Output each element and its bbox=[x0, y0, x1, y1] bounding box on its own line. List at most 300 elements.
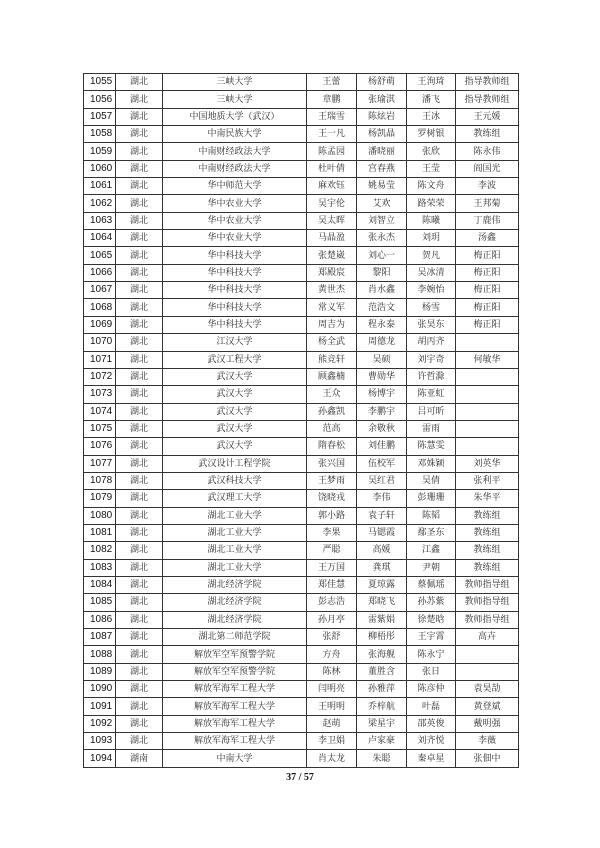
advisor-cell bbox=[456, 663, 519, 680]
table-row bbox=[84, 629, 519, 646]
table-row bbox=[84, 542, 519, 559]
member2-cell: 袁子轩 bbox=[357, 507, 407, 524]
member3-cell: 雷雨 bbox=[407, 420, 456, 437]
member2-cell: 杨凯晶 bbox=[357, 126, 407, 143]
table-row bbox=[84, 698, 519, 715]
province-cell: 湖北 bbox=[116, 715, 163, 732]
province-cell: 湖北 bbox=[116, 264, 163, 281]
member1-cell: 孙月亭 bbox=[307, 611, 357, 628]
member1-cell: 王一凡 bbox=[307, 126, 357, 143]
school-cell: 解放军海军工程大学 bbox=[163, 715, 307, 732]
member3-cell: 彭珊珊 bbox=[407, 490, 456, 507]
advisor-cell: 李薇 bbox=[456, 733, 519, 750]
advisor-cell: 梅正阳 bbox=[456, 264, 519, 281]
member3-cell: 许哲滁 bbox=[407, 368, 456, 385]
member2-cell: 范浩文 bbox=[357, 299, 407, 316]
school-cell: 武汉设计工程学院 bbox=[163, 455, 307, 472]
member2-cell: 艾欢 bbox=[357, 195, 407, 212]
table-row bbox=[84, 91, 519, 108]
member1-cell: 张兴国 bbox=[307, 455, 357, 472]
roster-table bbox=[83, 73, 519, 768]
member2-cell: 刘心一 bbox=[357, 247, 407, 264]
member3-cell: 吴冰清 bbox=[407, 264, 456, 281]
school-cell: 三峡大学 bbox=[163, 91, 307, 108]
member3-cell: 尹朝 bbox=[407, 559, 456, 576]
advisor-cell bbox=[456, 403, 519, 420]
school-cell: 三峡大学 bbox=[163, 74, 307, 91]
team-number-cell: 1066 bbox=[84, 264, 116, 281]
team-number-cell: 1057 bbox=[84, 108, 116, 125]
member3-cell: 叶磊 bbox=[407, 698, 456, 715]
team-number-cell: 1064 bbox=[84, 230, 116, 247]
table-row bbox=[84, 438, 519, 455]
member2-cell: 郑晓飞 bbox=[357, 594, 407, 611]
province-cell: 湖北 bbox=[116, 178, 163, 195]
team-number-cell: 1072 bbox=[84, 368, 116, 385]
member3-cell: 陈彦仲 bbox=[407, 681, 456, 698]
advisor-cell: 教练组 bbox=[456, 524, 519, 541]
table-row bbox=[84, 681, 519, 698]
table-row bbox=[84, 715, 519, 732]
school-cell: 武汉大学 bbox=[163, 368, 307, 385]
province-cell: 湖北 bbox=[116, 490, 163, 507]
member3-cell: 王洵琦 bbox=[407, 74, 456, 91]
province-cell: 湖北 bbox=[116, 247, 163, 264]
advisor-cell: 阎国光 bbox=[456, 160, 519, 177]
member1-cell: 章鹏 bbox=[307, 91, 357, 108]
member1-cell: 周吉为 bbox=[307, 316, 357, 333]
member2-cell: 雷紫娟 bbox=[357, 611, 407, 628]
province-cell: 湖北 bbox=[116, 611, 163, 628]
member3-cell: 陈韬 bbox=[407, 507, 456, 524]
page-number: 37 / 57 bbox=[286, 772, 314, 783]
member1-cell: 孙鑫凯 bbox=[307, 403, 357, 420]
team-number-cell: 1061 bbox=[84, 178, 116, 195]
table-row bbox=[84, 611, 519, 628]
table-row bbox=[84, 524, 519, 541]
member2-cell: 张永杰 bbox=[357, 230, 407, 247]
member3-cell: 刘宇奇 bbox=[407, 351, 456, 368]
advisor-cell: 汤鑫 bbox=[456, 230, 519, 247]
member3-cell: 陈亚虹 bbox=[407, 386, 456, 403]
advisor-cell: 教练组 bbox=[456, 559, 519, 576]
member2-cell: 杨舒萌 bbox=[357, 74, 407, 91]
member1-cell: 陈林 bbox=[307, 663, 357, 680]
province-cell: 湖北 bbox=[116, 698, 163, 715]
team-number-cell: 1062 bbox=[84, 195, 116, 212]
province-cell: 湖北 bbox=[116, 559, 163, 576]
team-number-cell: 1081 bbox=[84, 524, 116, 541]
school-cell: 武汉大学 bbox=[163, 420, 307, 437]
member1-cell: 彭志浩 bbox=[307, 594, 357, 611]
member1-cell: 吴宇伦 bbox=[307, 195, 357, 212]
advisor-cell: 袁昊劼 bbox=[456, 681, 519, 698]
table-row bbox=[84, 733, 519, 750]
team-number-cell: 1077 bbox=[84, 455, 116, 472]
school-cell: 湖北工业大学 bbox=[163, 559, 307, 576]
school-cell: 华中科技大学 bbox=[163, 282, 307, 299]
member1-cell: 郑佳慧 bbox=[307, 576, 357, 593]
school-cell: 武汉理工大学 bbox=[163, 490, 307, 507]
province-cell: 湖北 bbox=[116, 282, 163, 299]
member2-cell: 李伟 bbox=[357, 490, 407, 507]
member3-cell: 孙苏紫 bbox=[407, 594, 456, 611]
table-row bbox=[84, 490, 519, 507]
member3-cell: 陈永宁 bbox=[407, 646, 456, 663]
school-cell: 解放军海军工程大学 bbox=[163, 698, 307, 715]
table-row bbox=[84, 212, 519, 229]
member3-cell: 李婉怡 bbox=[407, 282, 456, 299]
member3-cell: 张日 bbox=[407, 663, 456, 680]
roster-table-body bbox=[84, 74, 519, 768]
team-number-cell: 1065 bbox=[84, 247, 116, 264]
table-row bbox=[84, 663, 519, 680]
school-cell: 解放军海军工程大学 bbox=[163, 733, 307, 750]
member1-cell: 吴太晖 bbox=[307, 212, 357, 229]
province-cell: 湖北 bbox=[116, 212, 163, 229]
school-cell: 华中农业大学 bbox=[163, 212, 307, 229]
advisor-cell: 梅正阳 bbox=[456, 316, 519, 333]
province-cell: 湖北 bbox=[116, 629, 163, 646]
advisor-cell: 王邦菊 bbox=[456, 195, 519, 212]
team-number-cell: 1074 bbox=[84, 403, 116, 420]
school-cell: 武汉工程大学 bbox=[163, 351, 307, 368]
advisor-cell: 李波 bbox=[456, 178, 519, 195]
table-row bbox=[84, 559, 519, 576]
advisor-cell: 梅正阳 bbox=[456, 282, 519, 299]
member1-cell: 闫明亮 bbox=[307, 681, 357, 698]
team-number-cell: 1079 bbox=[84, 490, 116, 507]
province-cell: 湖北 bbox=[116, 733, 163, 750]
table-row bbox=[84, 230, 519, 247]
member1-cell: 张舒 bbox=[307, 629, 357, 646]
member2-cell: 龚琪 bbox=[357, 559, 407, 576]
province-cell: 湖北 bbox=[116, 594, 163, 611]
member3-cell: 鄢圣东 bbox=[407, 524, 456, 541]
advisor-cell: 教师指导组 bbox=[456, 576, 519, 593]
province-cell: 湖北 bbox=[116, 230, 163, 247]
province-cell: 湖北 bbox=[116, 195, 163, 212]
team-number-cell: 1067 bbox=[84, 282, 116, 299]
member1-cell: 顾鑫楠 bbox=[307, 368, 357, 385]
school-cell: 湖北经济学院 bbox=[163, 611, 307, 628]
province-cell: 湖北 bbox=[116, 663, 163, 680]
team-number-cell: 1078 bbox=[84, 472, 116, 489]
table-row bbox=[84, 282, 519, 299]
team-number-cell: 1094 bbox=[84, 750, 116, 767]
school-cell: 武汉大学 bbox=[163, 386, 307, 403]
member1-cell: 熊竞轩 bbox=[307, 351, 357, 368]
member3-cell: 蔡佩瑶 bbox=[407, 576, 456, 593]
team-number-cell: 1055 bbox=[84, 74, 116, 91]
school-cell: 湖北经济学院 bbox=[163, 594, 307, 611]
member1-cell: 赵萌 bbox=[307, 715, 357, 732]
advisor-cell bbox=[456, 386, 519, 403]
member2-cell: 肖水鑫 bbox=[357, 282, 407, 299]
member3-cell: 徐楚晗 bbox=[407, 611, 456, 628]
member1-cell: 范高 bbox=[307, 420, 357, 437]
table-row bbox=[84, 247, 519, 264]
table-row bbox=[84, 403, 519, 420]
member2-cell: 马锶霞 bbox=[357, 524, 407, 541]
province-cell: 湖北 bbox=[116, 681, 163, 698]
school-cell: 华中科技大学 bbox=[163, 247, 307, 264]
school-cell: 华中科技大学 bbox=[163, 299, 307, 316]
team-number-cell: 1058 bbox=[84, 126, 116, 143]
member1-cell: 李卫娟 bbox=[307, 733, 357, 750]
table-row bbox=[84, 143, 519, 160]
member3-cell: 胡丙齐 bbox=[407, 334, 456, 351]
school-cell: 湖北工业大学 bbox=[163, 542, 307, 559]
team-number-cell: 1071 bbox=[84, 351, 116, 368]
member2-cell: 姚易莹 bbox=[357, 178, 407, 195]
member1-cell: 王众 bbox=[307, 386, 357, 403]
table-row bbox=[84, 455, 519, 472]
member2-cell: 李鹏宇 bbox=[357, 403, 407, 420]
province-cell: 湖北 bbox=[116, 472, 163, 489]
school-cell: 中南财经政法大学 bbox=[163, 160, 307, 177]
member3-cell: 王冰 bbox=[407, 108, 456, 125]
table-row bbox=[84, 74, 519, 91]
member2-cell: 卢家豪 bbox=[357, 733, 407, 750]
province-cell: 湖北 bbox=[116, 160, 163, 177]
team-number-cell: 1070 bbox=[84, 334, 116, 351]
team-number-cell: 1059 bbox=[84, 143, 116, 160]
school-cell: 江汉大学 bbox=[163, 334, 307, 351]
member1-cell: 马晶盈 bbox=[307, 230, 357, 247]
team-number-cell: 1088 bbox=[84, 646, 116, 663]
advisor-cell bbox=[456, 438, 519, 455]
member2-cell: 乔梓航 bbox=[357, 698, 407, 715]
school-cell: 华中科技大学 bbox=[163, 316, 307, 333]
member1-cell: 杨全武 bbox=[307, 334, 357, 351]
member1-cell: 王瑞雪 bbox=[307, 108, 357, 125]
member2-cell: 梁星宇 bbox=[357, 715, 407, 732]
school-cell: 湖北经济学院 bbox=[163, 576, 307, 593]
team-number-cell: 1075 bbox=[84, 420, 116, 437]
province-cell: 湖北 bbox=[116, 351, 163, 368]
advisor-cell: 指导教师组 bbox=[456, 91, 519, 108]
member3-cell: 吴倩 bbox=[407, 472, 456, 489]
member3-cell: 陈文舟 bbox=[407, 178, 456, 195]
member2-cell: 吴硕 bbox=[357, 351, 407, 368]
school-cell: 华中科技大学 bbox=[163, 264, 307, 281]
province-cell: 湖北 bbox=[116, 576, 163, 593]
member2-cell: 刘智立 bbox=[357, 212, 407, 229]
province-cell: 湖北 bbox=[116, 143, 163, 160]
province-cell: 湖北 bbox=[116, 334, 163, 351]
advisor-cell: 梅正阳 bbox=[456, 299, 519, 316]
advisor-cell: 教练组 bbox=[456, 126, 519, 143]
school-cell: 中南大学 bbox=[163, 750, 307, 767]
province-cell: 湖北 bbox=[116, 646, 163, 663]
table-row bbox=[84, 576, 519, 593]
advisor-cell: 教师指导组 bbox=[456, 594, 519, 611]
school-cell: 武汉大学 bbox=[163, 438, 307, 455]
advisor-cell: 刘英华 bbox=[456, 455, 519, 472]
member3-cell: 陈曦 bbox=[407, 212, 456, 229]
school-cell: 湖北工业大学 bbox=[163, 507, 307, 524]
member3-cell: 潘飞 bbox=[407, 91, 456, 108]
table-row bbox=[84, 316, 519, 333]
province-cell: 湖北 bbox=[116, 126, 163, 143]
team-number-cell: 1073 bbox=[84, 386, 116, 403]
member3-cell: 张昊东 bbox=[407, 316, 456, 333]
province-cell: 湖北 bbox=[116, 108, 163, 125]
school-cell: 解放军空军预警学院 bbox=[163, 663, 307, 680]
province-cell: 湖北 bbox=[116, 316, 163, 333]
table-row bbox=[84, 195, 519, 212]
table-row bbox=[84, 507, 519, 524]
advisor-cell: 张利平 bbox=[456, 472, 519, 489]
member1-cell: 陈孟园 bbox=[307, 143, 357, 160]
member2-cell: 陈炫岩 bbox=[357, 108, 407, 125]
school-cell: 华中农业大学 bbox=[163, 195, 307, 212]
member3-cell: 路荣荣 bbox=[407, 195, 456, 212]
member2-cell: 曹勋华 bbox=[357, 368, 407, 385]
advisor-cell: 丁鹿伟 bbox=[456, 212, 519, 229]
member3-cell: 杨雪 bbox=[407, 299, 456, 316]
member1-cell: 方舟 bbox=[307, 646, 357, 663]
province-cell: 湖北 bbox=[116, 507, 163, 524]
table-row bbox=[84, 108, 519, 125]
member2-cell: 朱聪 bbox=[357, 750, 407, 767]
province-cell: 湖北 bbox=[116, 455, 163, 472]
province-cell: 湖北 bbox=[116, 386, 163, 403]
team-number-cell: 1086 bbox=[84, 611, 116, 628]
member1-cell: 肖太龙 bbox=[307, 750, 357, 767]
member2-cell: 程永泰 bbox=[357, 316, 407, 333]
member3-cell: 邵英俊 bbox=[407, 715, 456, 732]
member1-cell: 杜叶倩 bbox=[307, 160, 357, 177]
member2-cell: 杨博宇 bbox=[357, 386, 407, 403]
member3-cell: 刘齐悦 bbox=[407, 733, 456, 750]
table-row bbox=[84, 126, 519, 143]
member2-cell: 潘晓丽 bbox=[357, 143, 407, 160]
school-cell: 湖北第二师范学院 bbox=[163, 629, 307, 646]
province-cell: 湖北 bbox=[116, 299, 163, 316]
school-cell: 解放军空军预警学院 bbox=[163, 646, 307, 663]
province-cell: 湖北 bbox=[116, 74, 163, 91]
member3-cell: 张欣 bbox=[407, 143, 456, 160]
member2-cell: 黎阳 bbox=[357, 264, 407, 281]
member1-cell: 王梦雨 bbox=[307, 472, 357, 489]
advisor-cell: 指导教师组 bbox=[456, 74, 519, 91]
member2-cell: 余敬秋 bbox=[357, 420, 407, 437]
table-row bbox=[84, 420, 519, 437]
member1-cell: 常义军 bbox=[307, 299, 357, 316]
member1-cell: 饶晓戎 bbox=[307, 490, 357, 507]
advisor-cell: 王元媛 bbox=[456, 108, 519, 125]
table-row bbox=[84, 646, 519, 663]
team-number-cell: 1090 bbox=[84, 681, 116, 698]
team-number-cell: 1056 bbox=[84, 91, 116, 108]
advisor-cell: 张佃中 bbox=[456, 750, 519, 767]
advisor-cell: 陈永伟 bbox=[456, 143, 519, 160]
member2-cell: 伍校军 bbox=[357, 455, 407, 472]
member1-cell: 王万国 bbox=[307, 559, 357, 576]
team-number-cell: 1063 bbox=[84, 212, 116, 229]
school-cell: 华中师范大学 bbox=[163, 178, 307, 195]
member1-cell: 郑殿宸 bbox=[307, 264, 357, 281]
member1-cell: 张楚崴 bbox=[307, 247, 357, 264]
advisor-cell: 教师指导组 bbox=[456, 611, 519, 628]
school-cell: 武汉大学 bbox=[163, 403, 307, 420]
member3-cell: 贺凡 bbox=[407, 247, 456, 264]
member2-cell: 吴红君 bbox=[357, 472, 407, 489]
table-row bbox=[84, 351, 519, 368]
table-row bbox=[84, 264, 519, 281]
team-number-cell: 1080 bbox=[84, 507, 116, 524]
advisor-cell: 朱华平 bbox=[456, 490, 519, 507]
advisor-cell: 梅正阳 bbox=[456, 247, 519, 264]
member1-cell: 郭小路 bbox=[307, 507, 357, 524]
team-number-cell: 1082 bbox=[84, 542, 116, 559]
member3-cell: 王宇霄 bbox=[407, 629, 456, 646]
advisor-cell: 高卉 bbox=[456, 629, 519, 646]
team-number-cell: 1087 bbox=[84, 629, 116, 646]
table-row bbox=[84, 178, 519, 195]
team-number-cell: 1084 bbox=[84, 576, 116, 593]
province-cell: 湖北 bbox=[116, 420, 163, 437]
member1-cell: 李果 bbox=[307, 524, 357, 541]
member1-cell: 黄世杰 bbox=[307, 282, 357, 299]
member3-cell: 刘玥 bbox=[407, 230, 456, 247]
advisor-cell: 何敏华 bbox=[456, 351, 519, 368]
school-cell: 武汉科技大学 bbox=[163, 472, 307, 489]
school-cell: 解放军海军工程大学 bbox=[163, 681, 307, 698]
province-cell: 湖南 bbox=[116, 750, 163, 767]
team-number-cell: 1089 bbox=[84, 663, 116, 680]
member2-cell: 孙雅萍 bbox=[357, 681, 407, 698]
member2-cell: 张海舰 bbox=[357, 646, 407, 663]
team-number-cell: 1068 bbox=[84, 299, 116, 316]
school-cell: 湖北工业大学 bbox=[163, 524, 307, 541]
team-number-cell: 1091 bbox=[84, 698, 116, 715]
member3-cell: 秦卓星 bbox=[407, 750, 456, 767]
member1-cell: 王明明 bbox=[307, 698, 357, 715]
member1-cell: 麻欢钰 bbox=[307, 178, 357, 195]
province-cell: 湖北 bbox=[116, 524, 163, 541]
advisor-cell: 黄登斌 bbox=[456, 698, 519, 715]
school-cell: 中南民族大学 bbox=[163, 126, 307, 143]
table-row bbox=[84, 368, 519, 385]
member2-cell: 董胜含 bbox=[357, 663, 407, 680]
province-cell: 湖北 bbox=[116, 91, 163, 108]
advisor-cell: 戴明强 bbox=[456, 715, 519, 732]
advisor-cell bbox=[456, 646, 519, 663]
school-cell: 华中农业大学 bbox=[163, 230, 307, 247]
member3-cell: 陈慧雯 bbox=[407, 438, 456, 455]
advisor-cell bbox=[456, 334, 519, 351]
table-row bbox=[84, 750, 519, 767]
advisor-cell bbox=[456, 368, 519, 385]
province-cell: 湖北 bbox=[116, 438, 163, 455]
table-row bbox=[84, 472, 519, 489]
province-cell: 湖北 bbox=[116, 542, 163, 559]
member1-cell: 严聪 bbox=[307, 542, 357, 559]
advisor-cell: 教练组 bbox=[456, 542, 519, 559]
team-number-cell: 1093 bbox=[84, 733, 116, 750]
table-row bbox=[84, 299, 519, 316]
table-row bbox=[84, 386, 519, 403]
member3-cell: 罗树银 bbox=[407, 126, 456, 143]
member3-cell: 王莹 bbox=[407, 160, 456, 177]
member2-cell: 张瑜淇 bbox=[357, 91, 407, 108]
team-number-cell: 1085 bbox=[84, 594, 116, 611]
member3-cell: 吕可昕 bbox=[407, 403, 456, 420]
table-row bbox=[84, 160, 519, 177]
